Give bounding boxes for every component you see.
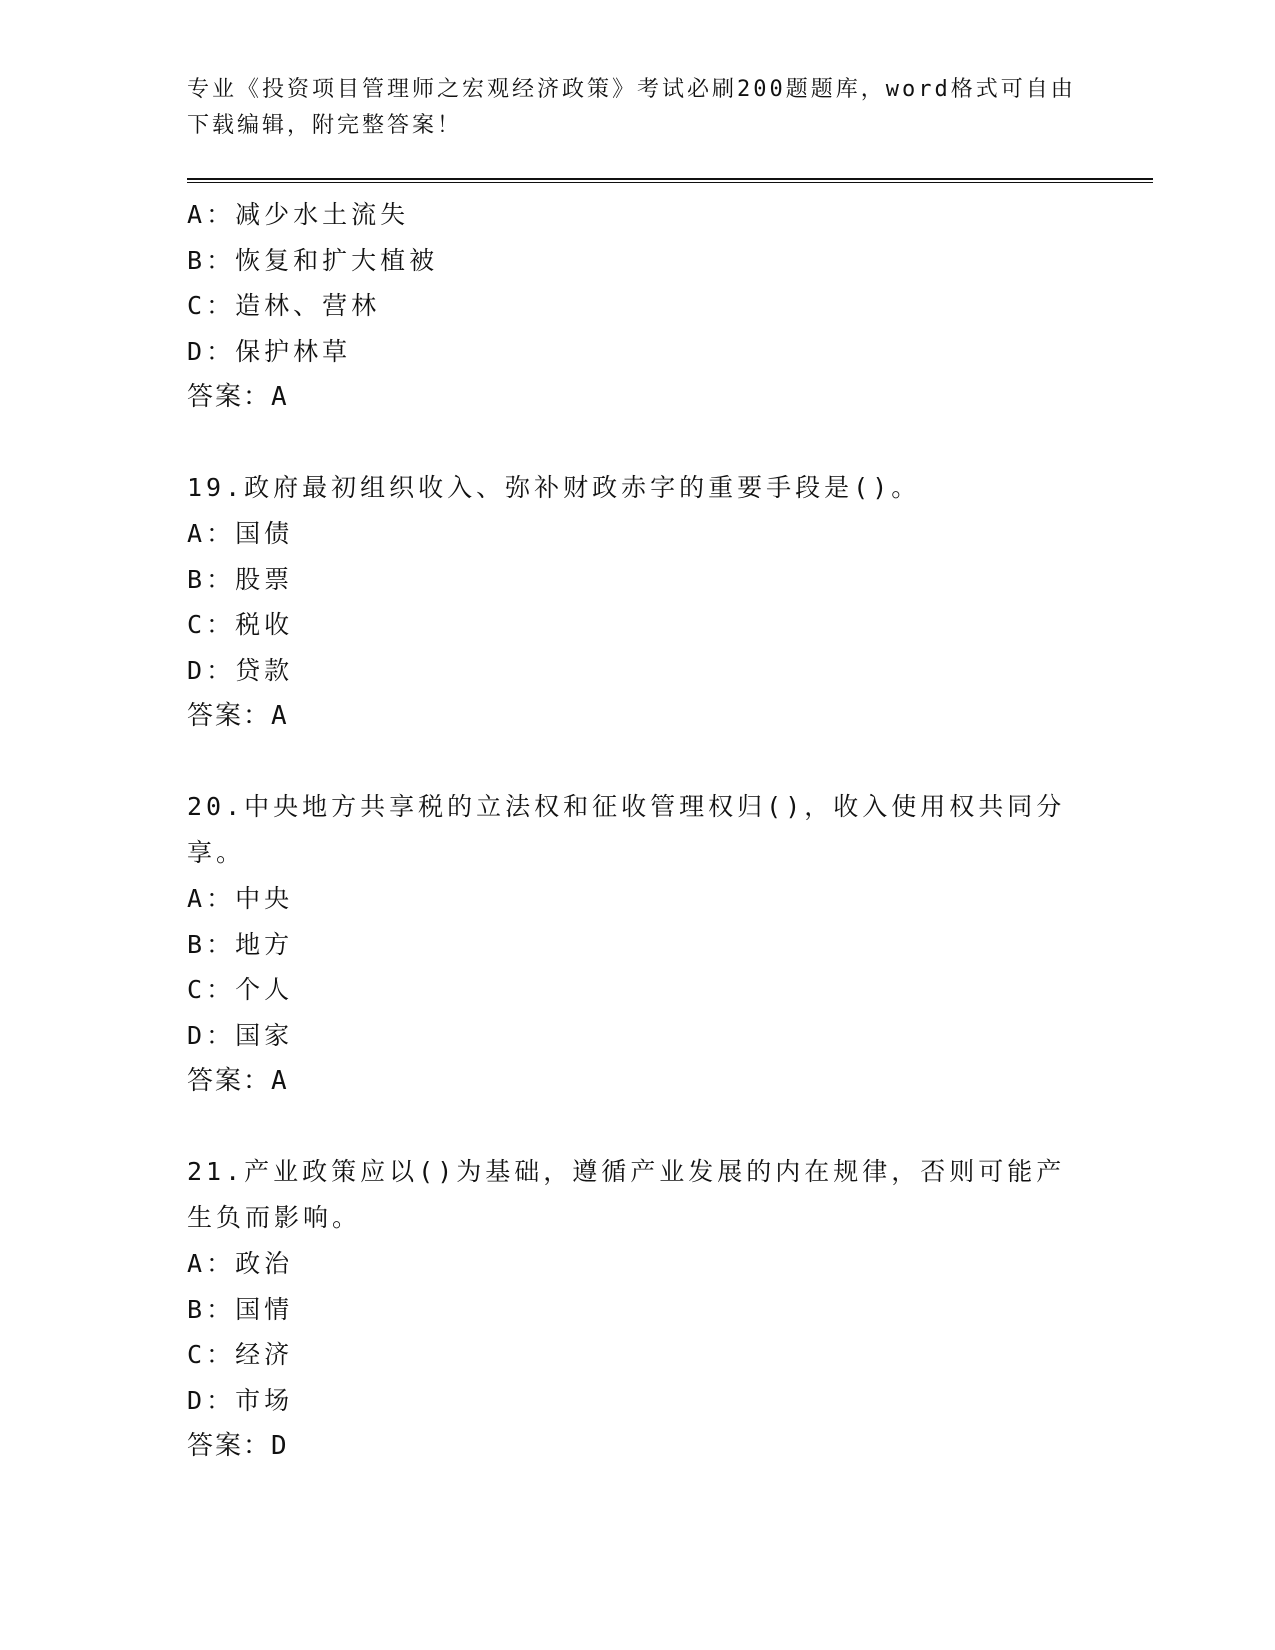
question-21 [187, 1149, 1087, 1469]
question-19 [187, 465, 1087, 739]
option-d: D：贷款 [187, 655, 294, 685]
question-stem: 20.中央地方共享税的立法权和征收管理权归()，收入使用权共同分享。 [187, 792, 1066, 867]
answer-line: 答案：A [187, 701, 289, 731]
question-stem: 21.产业政策应以()为基础，遵循产业发展的内在规律，否则可能产生负而影响。 [187, 1157, 1066, 1232]
option-c: C：税收 [187, 610, 294, 639]
option-c: C：个人 [187, 975, 294, 1004]
question-18-tail [187, 192, 1087, 420]
answer-line: 答案：A [187, 382, 289, 412]
option-a: A：中央 [187, 884, 294, 913]
question-list [187, 192, 1087, 1469]
document-header: 专业《投资项目管理师之宏观经济政策》考试必刷200题题库，word格式可自由下载编辑，附完整答案！ [187, 77, 1076, 138]
option-a: A：国债 [187, 519, 294, 548]
option-d: D：市场 [187, 1385, 294, 1415]
answer-line: 答案：A [187, 1066, 289, 1096]
option-b: B：股票 [187, 564, 294, 594]
option-a: A：政治 [187, 1249, 294, 1278]
option-b: B：恢复和扩大植被 [187, 245, 439, 275]
header-divider [187, 178, 1153, 183]
option-c: C：经济 [187, 1340, 294, 1369]
option-b: B：地方 [187, 929, 294, 959]
question-stem: 19.政府最初组织收入、弥补财政赤字的重要手段是()。 [187, 473, 921, 502]
option-a: A：减少水土流失 [187, 200, 410, 229]
option-c: C：造林、营林 [187, 291, 381, 320]
question-20 [187, 784, 1087, 1104]
answer-line: 答案：D [187, 1431, 289, 1461]
option-d: D：保护林草 [187, 336, 352, 366]
option-b: B：国情 [187, 1294, 294, 1324]
option-d: D：国家 [187, 1020, 294, 1050]
